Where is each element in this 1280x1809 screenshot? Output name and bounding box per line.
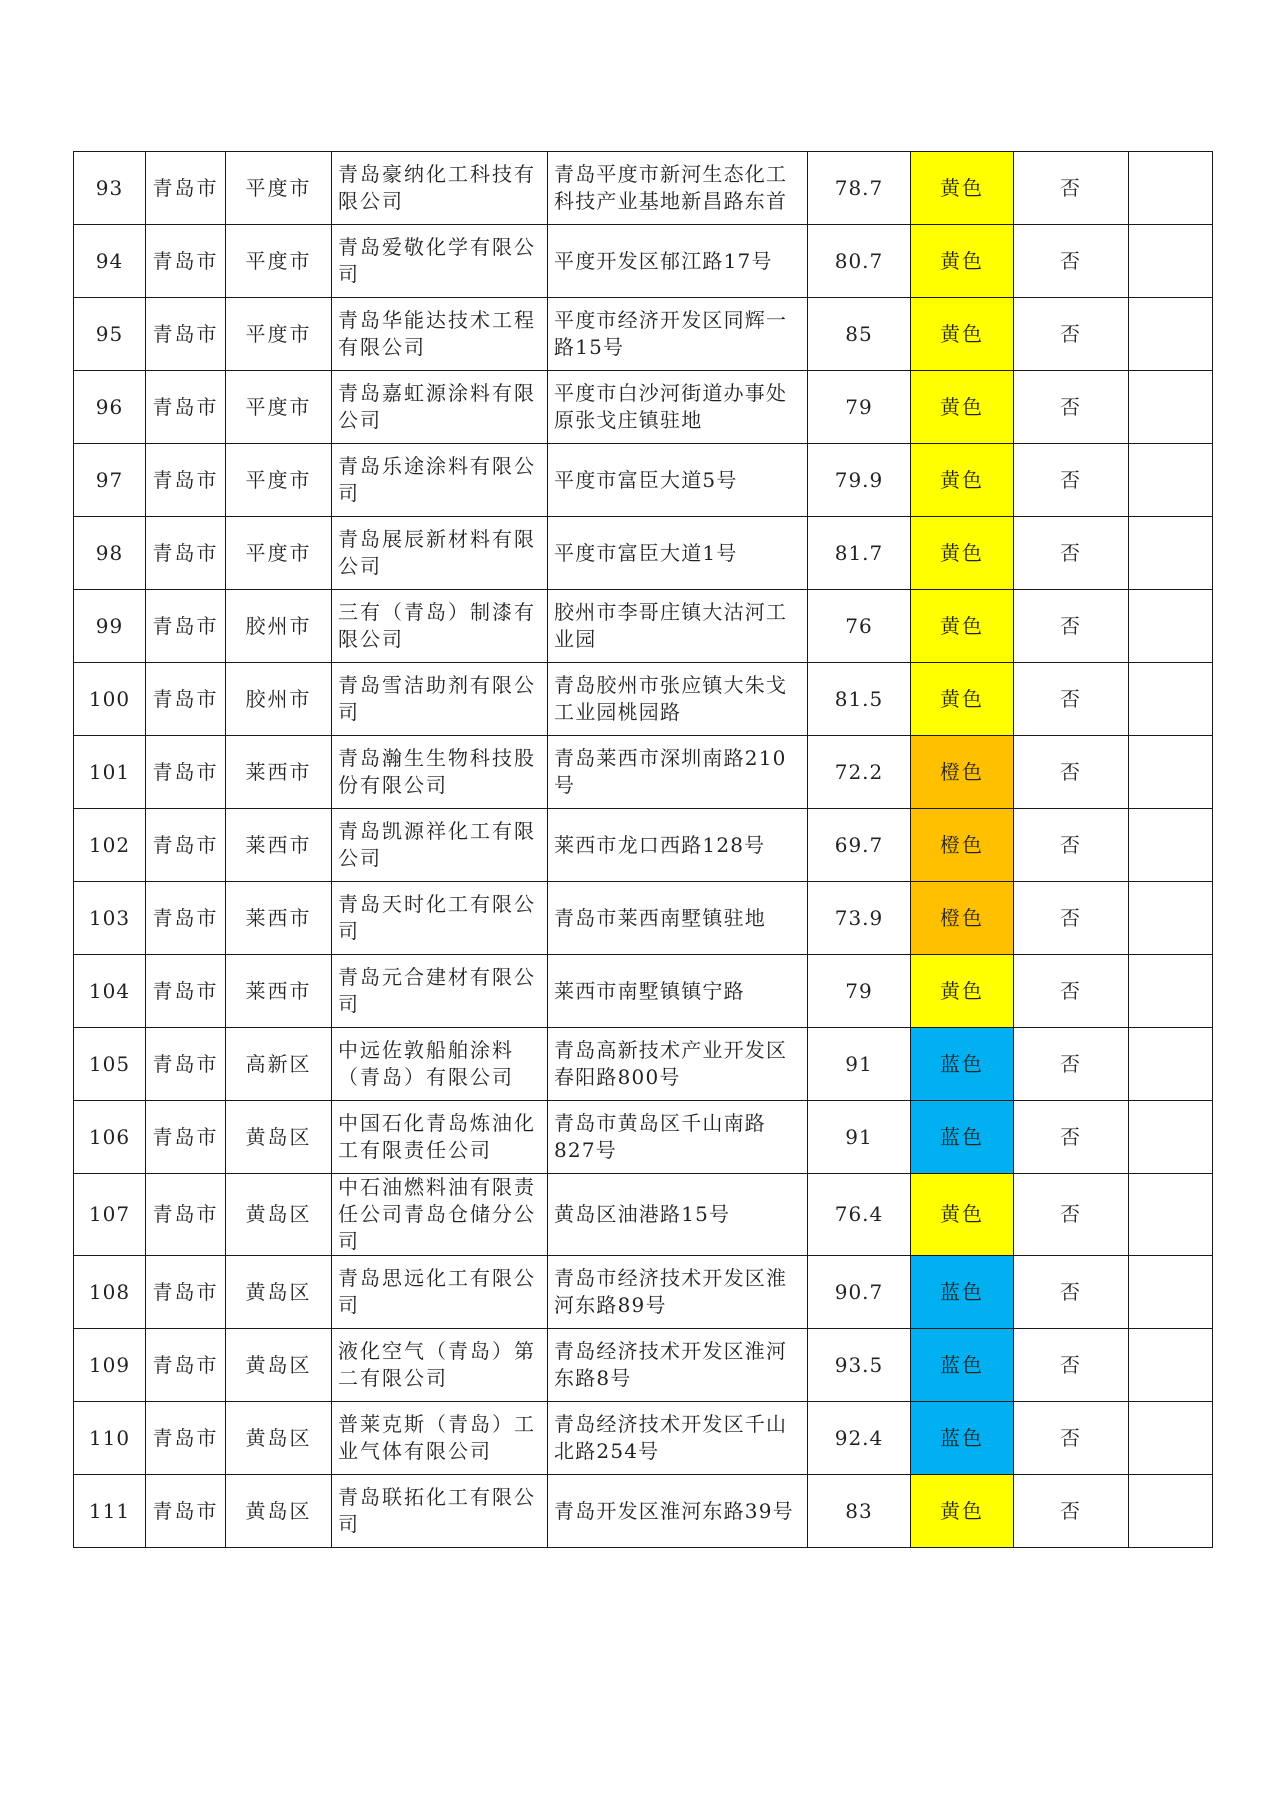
table-row [74,225,1213,298]
note-cell [1129,1475,1213,1548]
address-cell: 青岛莱西市深圳南路210号 [548,736,808,809]
city-cell: 青岛市 [146,298,226,371]
address-cell: 青岛市莱西南墅镇驻地 [548,882,808,955]
note-cell [1129,590,1213,663]
note-cell [1129,736,1213,809]
score-cell: 76.4 [808,1174,911,1256]
row-number-cell: 96 [74,371,146,444]
score-cell: 90.7 [808,1256,911,1329]
company-name-cell: 青岛豪纳化工科技有限公司 [332,152,548,225]
score-cell: 76 [808,590,911,663]
company-name-cell: 中国石化青岛炼油化工有限责任公司 [332,1101,548,1174]
table-row [74,1329,1213,1402]
company-name-cell: 青岛凯源祥化工有限公司 [332,809,548,882]
address-cell: 莱西市南墅镇镇宁路 [548,955,808,1028]
district-cell: 平度市 [226,298,332,371]
address-cell: 青岛开发区淮河东路39号 [548,1475,808,1548]
table-row [74,517,1213,590]
city-cell: 青岛市 [146,663,226,736]
flag-cell: 否 [1014,1256,1129,1329]
company-name-cell: 三有（青岛）制漆有限公司 [332,590,548,663]
address-cell: 青岛市黄岛区千山南路827号 [548,1101,808,1174]
risk-level-cell: 黄色 [911,1475,1014,1548]
note-cell [1129,225,1213,298]
district-cell: 黄岛区 [226,1256,332,1329]
district-cell: 莱西市 [226,955,332,1028]
city-cell: 青岛市 [146,517,226,590]
city-cell: 青岛市 [146,1475,226,1548]
city-cell: 青岛市 [146,371,226,444]
city-cell: 青岛市 [146,1101,226,1174]
note-cell [1129,1101,1213,1174]
table-row [74,1475,1213,1548]
address-cell: 青岛平度市新河生态化工科技产业基地新昌路东首 [548,152,808,225]
district-cell: 胶州市 [226,663,332,736]
city-cell: 青岛市 [146,1402,226,1475]
score-cell: 91 [808,1028,911,1101]
company-name-cell: 普莱克斯（青岛）工业气体有限公司 [332,1402,548,1475]
table-row [74,298,1213,371]
row-number-cell: 97 [74,444,146,517]
row-number-cell: 103 [74,882,146,955]
score-cell: 81.5 [808,663,911,736]
risk-level-cell: 蓝色 [911,1101,1014,1174]
row-number-cell: 100 [74,663,146,736]
city-cell: 青岛市 [146,444,226,517]
score-cell: 85 [808,298,911,371]
table-row [74,1256,1213,1329]
flag-cell: 否 [1014,371,1129,444]
row-number-cell: 107 [74,1174,146,1256]
address-cell: 青岛经济技术开发区淮河东路8号 [548,1329,808,1402]
company-name-cell: 中远佐敦船舶涂料（青岛）有限公司 [332,1028,548,1101]
company-name-cell: 青岛元合建材有限公司 [332,955,548,1028]
flag-cell: 否 [1014,444,1129,517]
district-cell: 黄岛区 [226,1402,332,1475]
city-cell: 青岛市 [146,1329,226,1402]
row-number-cell: 109 [74,1329,146,1402]
table-row [74,1101,1213,1174]
score-cell: 72.2 [808,736,911,809]
note-cell [1129,1329,1213,1402]
table-row [74,1402,1213,1475]
risk-level-cell: 黄色 [911,152,1014,225]
table-row [74,590,1213,663]
company-name-cell: 青岛瀚生生物科技股份有限公司 [332,736,548,809]
company-name-cell: 青岛爱敬化学有限公司 [332,225,548,298]
district-cell: 莱西市 [226,736,332,809]
company-name-cell: 青岛天时化工有限公司 [332,882,548,955]
address-cell: 莱西市龙口西路128号 [548,809,808,882]
score-cell: 93.5 [808,1329,911,1402]
district-cell: 平度市 [226,444,332,517]
score-cell: 92.4 [808,1402,911,1475]
flag-cell: 否 [1014,736,1129,809]
address-cell: 青岛经济技术开发区千山北路254号 [548,1402,808,1475]
address-cell: 平度市富臣大道5号 [548,444,808,517]
address-cell: 黄岛区油港路15号 [548,1174,808,1256]
company-name-cell: 青岛华能达技术工程有限公司 [332,298,548,371]
row-number-cell: 101 [74,736,146,809]
note-cell [1129,809,1213,882]
flag-cell: 否 [1014,298,1129,371]
enterprise-table [73,151,1213,1548]
address-cell: 青岛胶州市张应镇大朱戈工业园桃园路 [548,663,808,736]
address-cell: 平度市白沙河街道办事处原张戈庄镇驻地 [548,371,808,444]
row-number-cell: 105 [74,1028,146,1101]
score-cell: 83 [808,1475,911,1548]
score-cell: 91 [808,1101,911,1174]
risk-level-cell: 蓝色 [911,1028,1014,1101]
risk-level-cell: 黄色 [911,517,1014,590]
note-cell [1129,371,1213,444]
note-cell [1129,882,1213,955]
row-number-cell: 98 [74,517,146,590]
city-cell: 青岛市 [146,809,226,882]
table-row [74,955,1213,1028]
city-cell: 青岛市 [146,882,226,955]
table-row [74,1174,1213,1256]
score-cell: 79 [808,955,911,1028]
district-cell: 黄岛区 [226,1475,332,1548]
row-number-cell: 95 [74,298,146,371]
risk-level-cell: 橙色 [911,882,1014,955]
score-cell: 69.7 [808,809,911,882]
table-row [74,371,1213,444]
note-cell [1129,1402,1213,1475]
company-name-cell: 青岛展辰新材料有限公司 [332,517,548,590]
table-row [74,1028,1213,1101]
row-number-cell: 104 [74,955,146,1028]
risk-level-cell: 黄色 [911,663,1014,736]
risk-level-cell: 橙色 [911,809,1014,882]
city-cell: 青岛市 [146,736,226,809]
risk-level-cell: 黄色 [911,1174,1014,1256]
risk-level-cell: 黄色 [911,955,1014,1028]
row-number-cell: 111 [74,1475,146,1548]
district-cell: 黄岛区 [226,1101,332,1174]
address-cell: 青岛市经济技术开发区淮河东路89号 [548,1256,808,1329]
city-cell: 青岛市 [146,225,226,298]
company-name-cell: 液化空气（青岛）第二有限公司 [332,1329,548,1402]
row-number-cell: 102 [74,809,146,882]
district-cell: 平度市 [226,225,332,298]
row-number-cell: 110 [74,1402,146,1475]
risk-level-cell: 蓝色 [911,1402,1014,1475]
table-row [74,444,1213,517]
risk-level-cell: 黄色 [911,371,1014,444]
company-name-cell: 青岛思远化工有限公司 [332,1256,548,1329]
note-cell [1129,663,1213,736]
row-number-cell: 94 [74,225,146,298]
district-cell: 平度市 [226,371,332,444]
flag-cell: 否 [1014,809,1129,882]
row-number-cell: 106 [74,1101,146,1174]
district-cell: 平度市 [226,152,332,225]
company-name-cell: 中石油燃料油有限责任公司青岛仓储分公司 [332,1174,548,1256]
city-cell: 青岛市 [146,1028,226,1101]
flag-cell: 否 [1014,225,1129,298]
row-number-cell: 108 [74,1256,146,1329]
note-cell [1129,1256,1213,1329]
note-cell [1129,152,1213,225]
flag-cell: 否 [1014,517,1129,590]
address-cell: 平度市富臣大道1号 [548,517,808,590]
flag-cell: 否 [1014,882,1129,955]
city-cell: 青岛市 [146,1174,226,1256]
note-cell [1129,1174,1213,1256]
table-row [74,663,1213,736]
row-number-cell: 99 [74,590,146,663]
flag-cell: 否 [1014,1174,1129,1256]
city-cell: 青岛市 [146,152,226,225]
score-cell: 79 [808,371,911,444]
table-row [74,882,1213,955]
risk-level-cell: 橙色 [911,736,1014,809]
city-cell: 青岛市 [146,1256,226,1329]
city-cell: 青岛市 [146,955,226,1028]
flag-cell: 否 [1014,152,1129,225]
risk-level-cell: 黄色 [911,444,1014,517]
flag-cell: 否 [1014,663,1129,736]
flag-cell: 否 [1014,955,1129,1028]
risk-level-cell: 黄色 [911,225,1014,298]
risk-level-cell: 蓝色 [911,1329,1014,1402]
city-cell: 青岛市 [146,590,226,663]
company-name-cell: 青岛联拓化工有限公司 [332,1475,548,1548]
score-cell: 73.9 [808,882,911,955]
company-name-cell: 青岛雪洁助剂有限公司 [332,663,548,736]
note-cell [1129,517,1213,590]
score-cell: 80.7 [808,225,911,298]
district-cell: 胶州市 [226,590,332,663]
note-cell [1129,298,1213,371]
score-cell: 79.9 [808,444,911,517]
flag-cell: 否 [1014,590,1129,663]
flag-cell: 否 [1014,1329,1129,1402]
risk-level-cell: 黄色 [911,298,1014,371]
table-row [74,809,1213,882]
address-cell: 平度市经济开发区同辉一路15号 [548,298,808,371]
district-cell: 黄岛区 [226,1329,332,1402]
row-number-cell: 93 [74,152,146,225]
note-cell [1129,444,1213,517]
note-cell [1129,955,1213,1028]
address-cell: 胶州市李哥庄镇大沽河工业园 [548,590,808,663]
address-cell: 平度开发区郁江路17号 [548,225,808,298]
company-name-cell: 青岛乐途涂料有限公司 [332,444,548,517]
note-cell [1129,1028,1213,1101]
district-cell: 平度市 [226,517,332,590]
district-cell: 莱西市 [226,809,332,882]
flag-cell: 否 [1014,1475,1129,1548]
table-body [74,152,1213,1548]
score-cell: 78.7 [808,152,911,225]
risk-level-cell: 黄色 [911,590,1014,663]
table-row [74,736,1213,809]
score-cell: 81.7 [808,517,911,590]
flag-cell: 否 [1014,1402,1129,1475]
table-row [74,152,1213,225]
flag-cell: 否 [1014,1101,1129,1174]
district-cell: 黄岛区 [226,1174,332,1256]
district-cell: 莱西市 [226,882,332,955]
district-cell: 高新区 [226,1028,332,1101]
risk-level-cell: 蓝色 [911,1256,1014,1329]
flag-cell: 否 [1014,1028,1129,1101]
company-name-cell: 青岛嘉虹源涂料有限公司 [332,371,548,444]
address-cell: 青岛高新技术产业开发区春阳路800号 [548,1028,808,1101]
